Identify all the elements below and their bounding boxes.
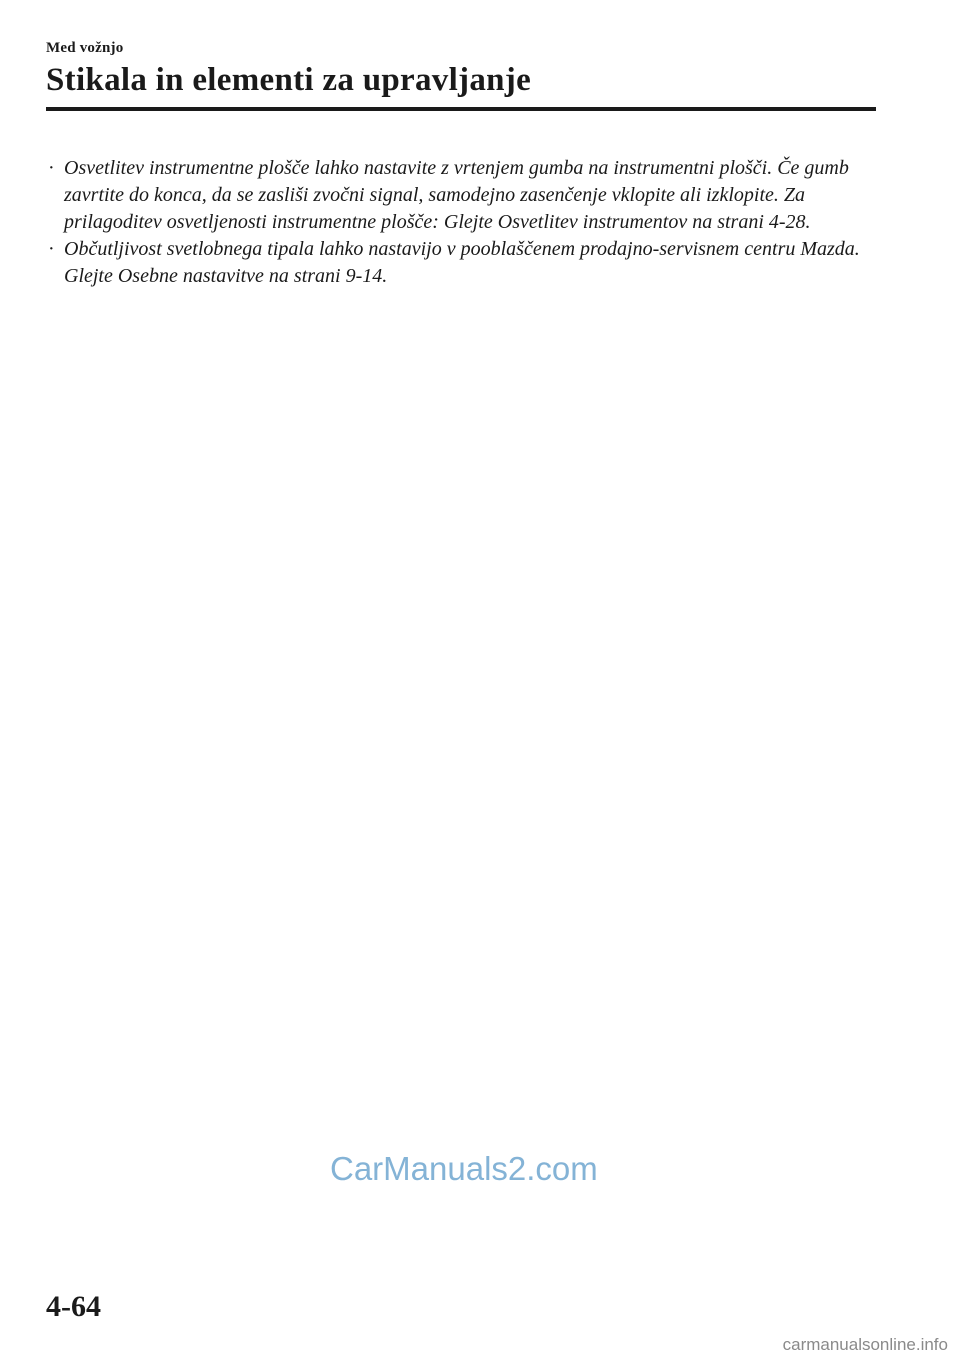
watermark: CarManuals2.com	[330, 1150, 598, 1187]
list-item-text: Osvetlitev instrumentne plošče lahko nastavite z vrtenjem gumba na instrumentni plošči. Če gumb zavrtite do konca, da se zasliši zvočni signal, samodejno zasenčenje vklopite ali izklopite. Za prilagoditev osvetljenosti instrumentne plošče: Glejte Osvetlitev instrumentov na strani 4-28.	[64, 157, 849, 233]
list-item	[46, 155, 876, 236]
page-title: Stikala in elementi za upravljanje	[46, 62, 532, 98]
list-item-text: Občutljivost svetlobnega tipala lahko nastavijo v pooblaščenem prodajno-servisnem centru Mazda. Glejte Osebne nastavitve na strani 9-14.	[64, 238, 860, 287]
bullet-marker: ·	[48, 238, 55, 260]
page-number: 4-64	[46, 1290, 101, 1323]
bullet-list	[46, 155, 876, 290]
footer-watermark: carmanualsonline.info	[782, 1335, 948, 1354]
section-label: Med vožnjo	[46, 40, 124, 56]
list-item	[46, 236, 876, 290]
bullet-marker: ·	[48, 157, 55, 179]
title-divider	[46, 107, 876, 111]
